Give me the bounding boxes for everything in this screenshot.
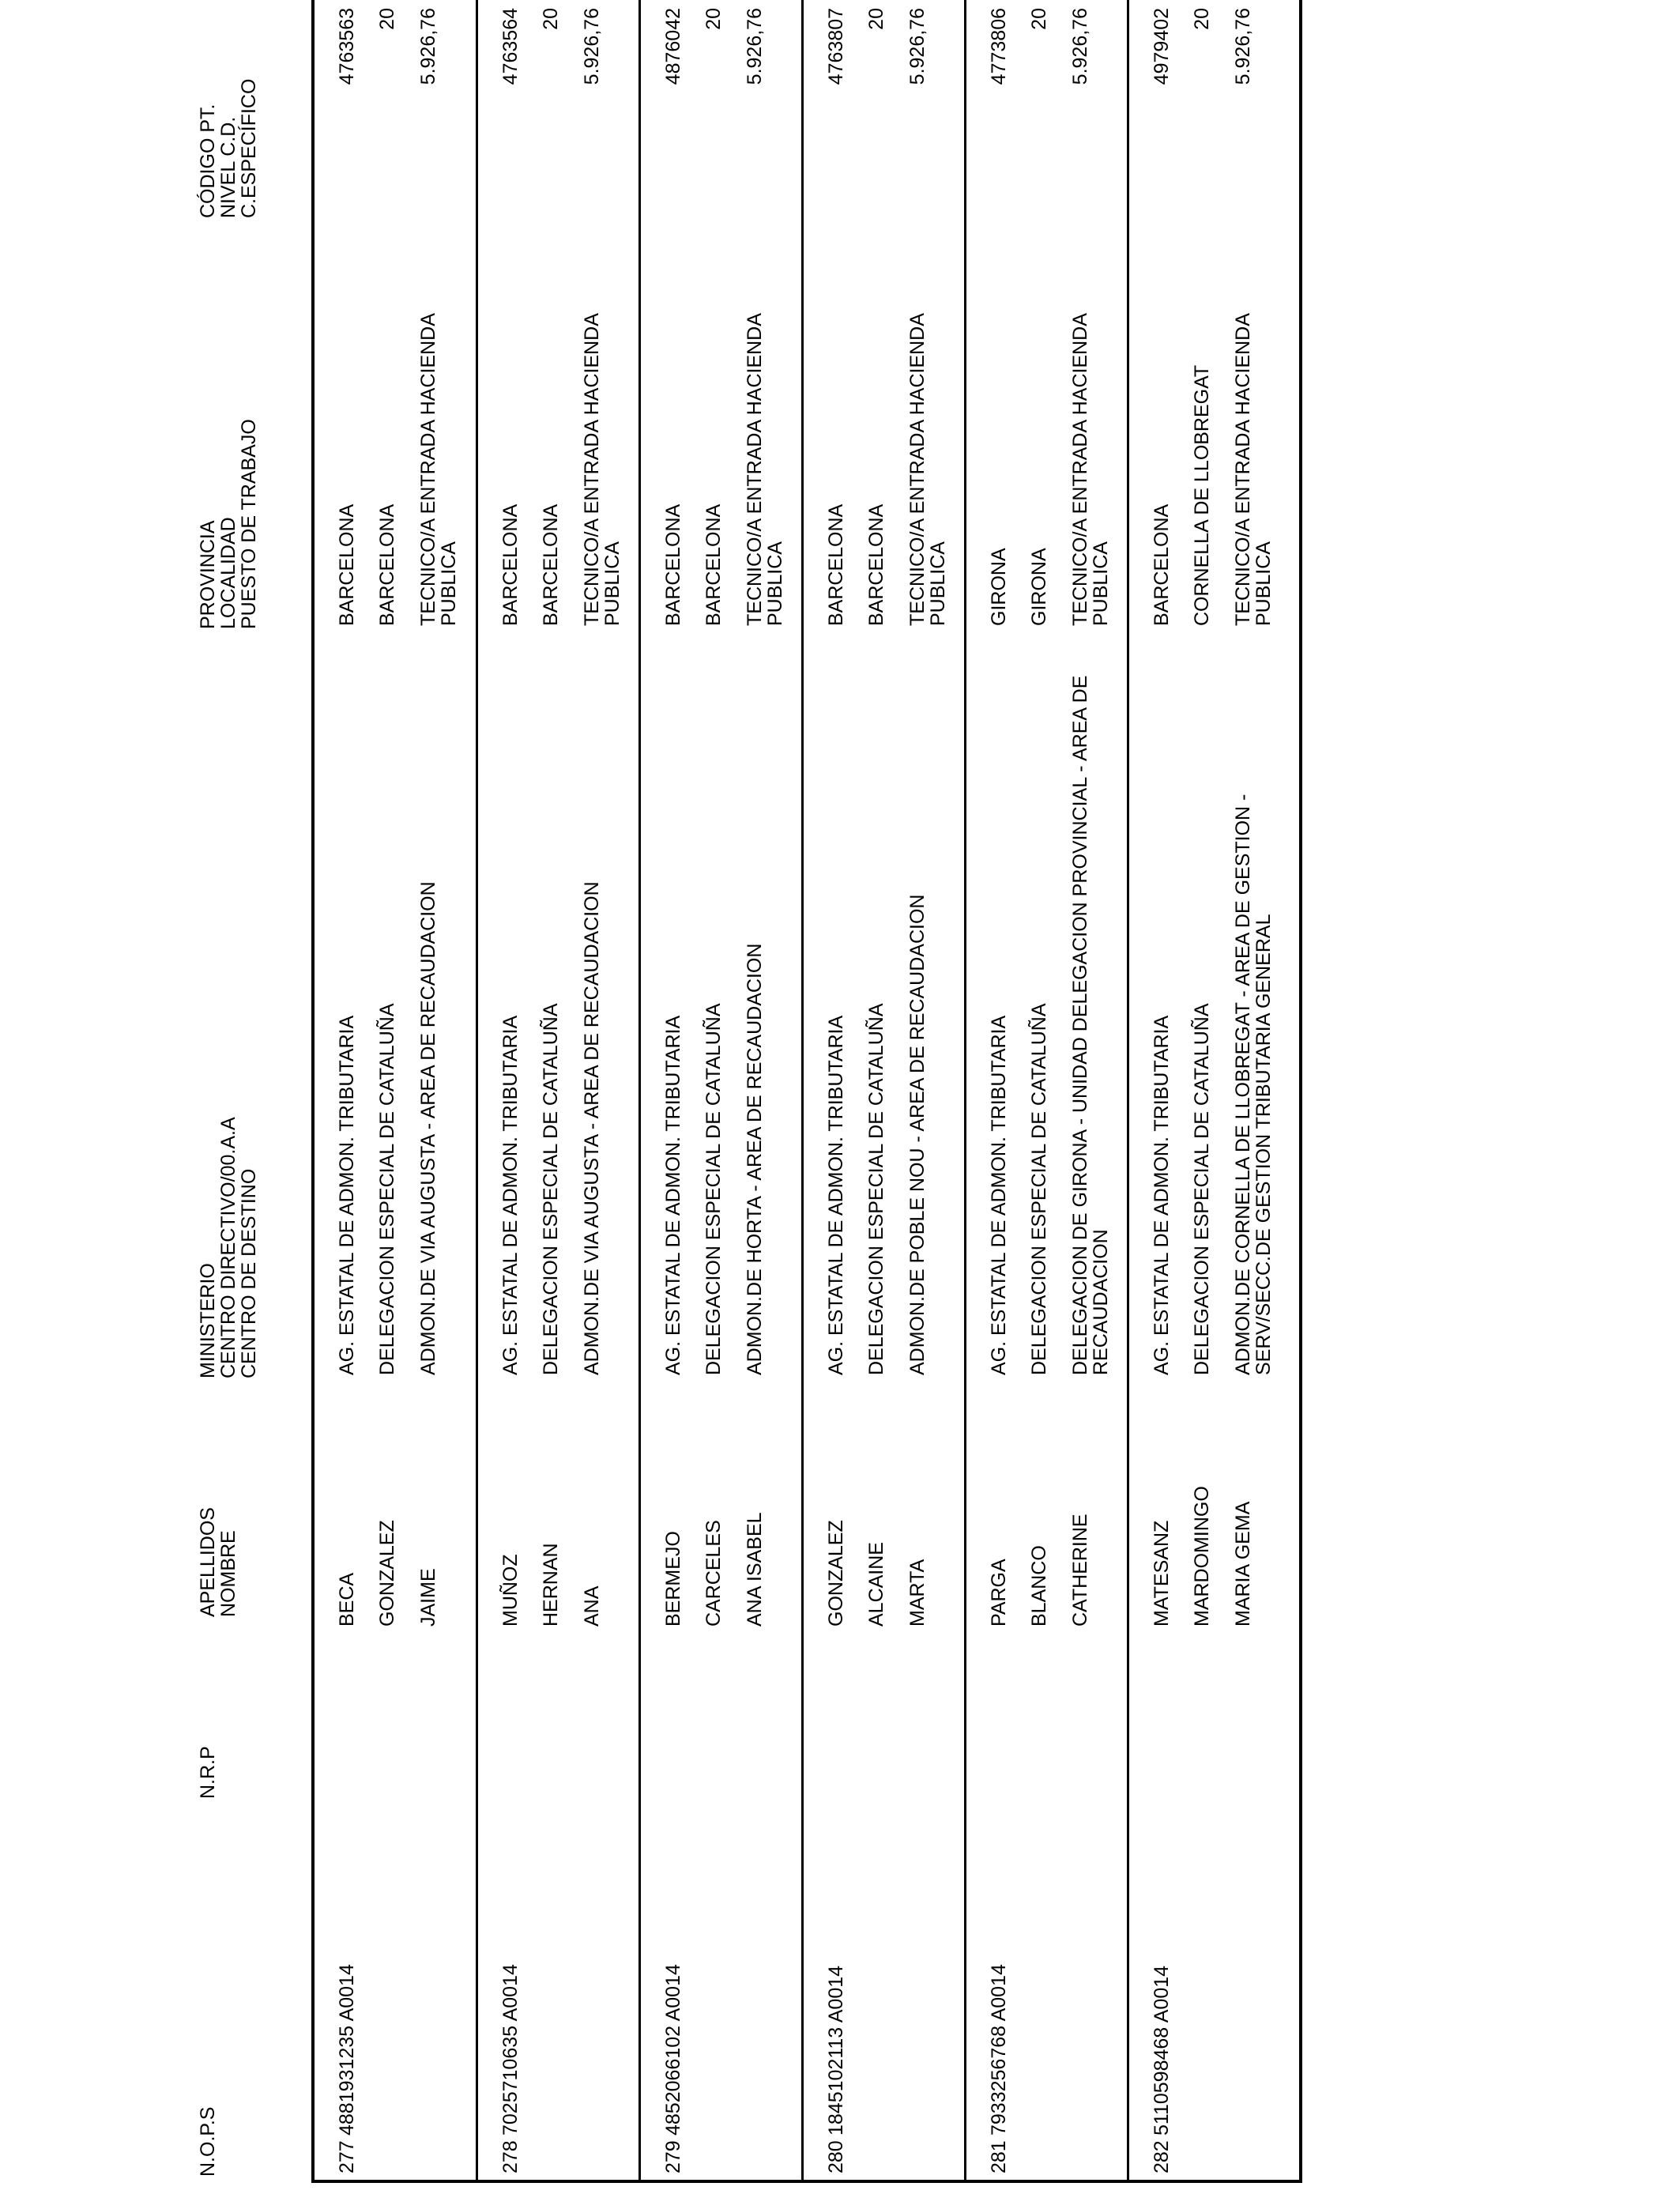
- cell-nrp: 4852066102 A0014: [662, 1964, 684, 2136]
- cell-localidad: CORNELLA DE LLOBREGAT: [1191, 364, 1213, 626]
- cell-puesto-line2: PUBLICA: [764, 541, 786, 626]
- cell-centro-directivo: DELEGACION ESPECIAL DE CATALUÑA: [1028, 1003, 1050, 1375]
- cell-centro-destino: [582, 881, 602, 1375]
- cell-centro-destino: [1233, 794, 1274, 1375]
- cell-nombre: MARIA GEMA: [1232, 1501, 1254, 1627]
- cell-provincia: BARCELONA: [336, 503, 358, 626]
- cell-provincia: BARCELONA: [1151, 503, 1173, 626]
- cell-puesto-line1: TECNICO/A ENTRADA HACIENDA: [1069, 313, 1091, 626]
- cell-nivel: 20: [703, 8, 725, 30]
- cell-ministerio: AG. ESTATAL DE ADMON. TRIBUTARIA: [988, 1015, 1010, 1375]
- cell-centro-destino-line1: ADMON.DE POBLE NOU - AREA DE RECAUDACION: [906, 894, 929, 1375]
- cell-puesto-line1: TECNICO/A ENTRADA HACIENDA: [417, 313, 439, 626]
- header-nops-label: N.O.P.S: [197, 2106, 219, 2177]
- cell-puesto-line2: PUBLICA: [1252, 541, 1275, 626]
- cell-centro-destino-line1: ADMON.DE CORNELLA DE LLOBREGAT - AREA DE GESTION -: [1232, 794, 1254, 1375]
- cell-ministerio: AG. ESTATAL DE ADMON. TRIBUTARIA: [499, 1015, 522, 1375]
- cell-apellido1: BECA: [336, 1572, 358, 1627]
- header-centro-directivo-label: CENTRO DIRECTIVO/00.A.A: [217, 1117, 239, 1378]
- cell-puesto: [582, 313, 623, 626]
- cell-nrp: 7025710635 A0014: [499, 1964, 522, 2136]
- cell-apellido2: CARCELES: [703, 1520, 725, 1627]
- cell-codigo: 4876042: [662, 8, 684, 85]
- cell-centro-directivo: DELEGACION ESPECIAL DE CATALUÑA: [540, 1003, 562, 1375]
- header-nombre-label: NOMBRE: [217, 1530, 239, 1617]
- header-apellidos-nombre: [198, 1507, 239, 1617]
- cell-apellido2: ALCAINE: [865, 1542, 887, 1627]
- cell-centro-directivo: DELEGACION ESPECIAL DE CATALUÑA: [865, 1003, 887, 1375]
- cell-nivel: 20: [376, 8, 398, 30]
- cell-nrp: 1845102113 A0014: [825, 1965, 847, 2136]
- cell-apellido1: BERMEJO: [662, 1531, 684, 1627]
- cell-puesto: [1070, 313, 1111, 626]
- cell-especifico: 5.926,76: [744, 8, 766, 85]
- cell-especifico: 5.926,76: [1069, 8, 1091, 85]
- header-nrp: [198, 1746, 218, 1799]
- cell-nops: 282: [1151, 2140, 1173, 2173]
- header-nops: [198, 2107, 218, 2177]
- cell-ministerio: AG. ESTATAL DE ADMON. TRIBUTARIA: [1151, 1015, 1173, 1375]
- cell-apellido1: PARGA: [988, 1559, 1010, 1627]
- cell-nrp: 7933256768 A0014: [988, 1964, 1010, 2136]
- header-apellidos-label: APELLIDOS: [197, 1507, 219, 1617]
- cell-codigo: 4979402: [1151, 8, 1173, 85]
- cell-localidad: GIRONA: [1028, 548, 1050, 626]
- cell-centro-destino: [744, 944, 765, 1375]
- cell-apellido1: GONZALEZ: [825, 1520, 847, 1627]
- table-row: [476, 0, 638, 2180]
- cell-nombre: JAIME: [417, 1568, 439, 1627]
- cell-centro-destino-line1: DELEGACION DE GIRONA - UNIDAD DELEGACION PROVINCIAL - AREA DE: [1069, 675, 1091, 1375]
- header-ministerio-centro: [198, 1117, 259, 1378]
- table-row: [801, 0, 964, 2180]
- cell-apellido1: MATESANZ: [1151, 1520, 1173, 1627]
- cell-nombre: ANA: [581, 1585, 603, 1627]
- cell-puesto-line2: PUBLICA: [601, 541, 623, 626]
- cell-codigo: 4763564: [499, 8, 522, 85]
- header-codigo-nivel-especifico: [198, 79, 259, 218]
- header-especifico-label: C.ESPECÍFICO: [238, 78, 260, 218]
- cell-nombre: MARTA: [906, 1559, 929, 1627]
- header-puesto-label: PUESTO DE TRABAJO: [238, 419, 260, 629]
- cell-puesto-line1: TECNICO/A ENTRADA HACIENDA: [906, 313, 929, 626]
- cell-nivel: 20: [865, 8, 887, 30]
- cell-apellido2: HERNAN: [540, 1543, 562, 1627]
- header-localidad-label: LOCALIDAD: [217, 517, 239, 629]
- table-row: [1127, 0, 1299, 2180]
- cell-especifico: 5.926,76: [417, 8, 439, 85]
- cell-codigo: 4763563: [336, 8, 358, 85]
- cell-puesto-line2: PUBLICA: [438, 541, 460, 626]
- cell-especifico: 5.926,76: [906, 8, 929, 85]
- header-provincia-localidad-puesto: [198, 419, 259, 629]
- cell-puesto-line2: PUBLICA: [927, 541, 949, 626]
- cell-codigo: 4773806: [988, 8, 1010, 85]
- header-codigo-label: CÓDIGO PT.: [197, 104, 219, 218]
- cell-nrp: 5110598468 A0014: [1151, 1965, 1173, 2136]
- cell-centro-directivo: DELEGACION ESPECIAL DE CATALUÑA: [1191, 1003, 1213, 1375]
- cell-puesto: [418, 313, 459, 626]
- cell-centro-destino: [1070, 676, 1111, 1375]
- cell-localidad: BARCELONA: [865, 503, 887, 626]
- cell-puesto-line1: TECNICO/A ENTRADA HACIENDA: [581, 313, 603, 626]
- cell-puesto-line2: PUBLICA: [1090, 541, 1112, 626]
- cell-puesto-line1: TECNICO/A ENTRADA HACIENDA: [1232, 313, 1254, 626]
- cell-localidad: BARCELONA: [540, 503, 562, 626]
- cell-localidad: BARCELONA: [703, 503, 725, 626]
- cell-apellido2: BLANCO: [1028, 1545, 1050, 1627]
- cell-centro-destino-line2: RECAUDACION: [1090, 1229, 1112, 1375]
- cell-ministerio: AG. ESTATAL DE ADMON. TRIBUTARIA: [825, 1015, 847, 1375]
- cell-apellido1: MUÑOZ: [499, 1554, 522, 1627]
- cell-especifico: 5.926,76: [581, 8, 603, 85]
- table-row: [315, 0, 476, 2180]
- cell-provincia: BARCELONA: [825, 503, 847, 626]
- cell-centro-destino-line2: SERV/SECC.DE GESTION TRIBUTARIA GENERAL: [1252, 914, 1275, 1375]
- cell-puesto: [744, 313, 785, 626]
- cell-provincia: BARCELONA: [662, 503, 684, 626]
- header-nrp-label: N.R.P: [197, 1746, 219, 1799]
- cell-nombre: CATHERINE: [1069, 1514, 1091, 1627]
- cell-centro-destino: [907, 895, 928, 1375]
- header-provincia-label: PROVINCIA: [197, 520, 219, 629]
- cell-nops: 278: [499, 2140, 522, 2173]
- cell-nrp: 4881931235 A0014: [336, 1964, 358, 2136]
- cell-centro-destino-line1: ADMON.DE VIA AUGUSTA - AREA DE RECAUDACION: [417, 881, 439, 1375]
- cell-centro-destino: [418, 881, 439, 1375]
- cell-nivel: 20: [1191, 8, 1213, 30]
- header-nivel-label: NIVEL C.D.: [217, 116, 239, 218]
- cell-codigo: 4763807: [825, 8, 847, 85]
- cell-centro-directivo: DELEGACION ESPECIAL DE CATALUÑA: [703, 1003, 725, 1375]
- cell-ministerio: AG. ESTATAL DE ADMON. TRIBUTARIA: [662, 1015, 684, 1375]
- header-ministerio-label: MINISTERIO: [197, 1263, 219, 1378]
- cell-nops: 279: [662, 2140, 684, 2173]
- cell-apellido2: MARDOMINGO: [1191, 1486, 1213, 1627]
- cell-puesto: [907, 313, 948, 626]
- cell-nops: 280: [825, 2140, 847, 2173]
- header-centro-destino-label: CENTRO DE DESTINO: [238, 1168, 260, 1378]
- table-row: [638, 0, 801, 2180]
- cell-centro-destino-line1: ADMON.DE VIA AUGUSTA - AREA DE RECAUDACION: [581, 881, 603, 1375]
- cell-ministerio: AG. ESTATAL DE ADMON. TRIBUTARIA: [336, 1015, 358, 1375]
- cell-nops: 281: [988, 2140, 1010, 2173]
- cell-nops: 277: [336, 2140, 358, 2173]
- records-table: [311, 0, 1302, 2183]
- table-row: [964, 0, 1127, 2180]
- cell-nombre: ANA ISABEL: [744, 1512, 766, 1627]
- cell-centro-destino-line1: ADMON.DE HORTA - AREA DE RECAUDACION: [744, 943, 766, 1375]
- cell-nivel: 20: [540, 8, 562, 30]
- cell-apellido2: GONZALEZ: [376, 1520, 398, 1627]
- cell-centro-directivo: DELEGACION ESPECIAL DE CATALUÑA: [376, 1003, 398, 1375]
- cell-localidad: BARCELONA: [376, 503, 398, 626]
- cell-provincia: BARCELONA: [499, 503, 522, 626]
- cell-nivel: 20: [1028, 8, 1050, 30]
- cell-especifico: 5.926,76: [1232, 8, 1254, 85]
- cell-puesto: [1233, 313, 1274, 626]
- cell-provincia: GIRONA: [988, 548, 1010, 626]
- cell-puesto-line1: TECNICO/A ENTRADA HACIENDA: [744, 313, 766, 626]
